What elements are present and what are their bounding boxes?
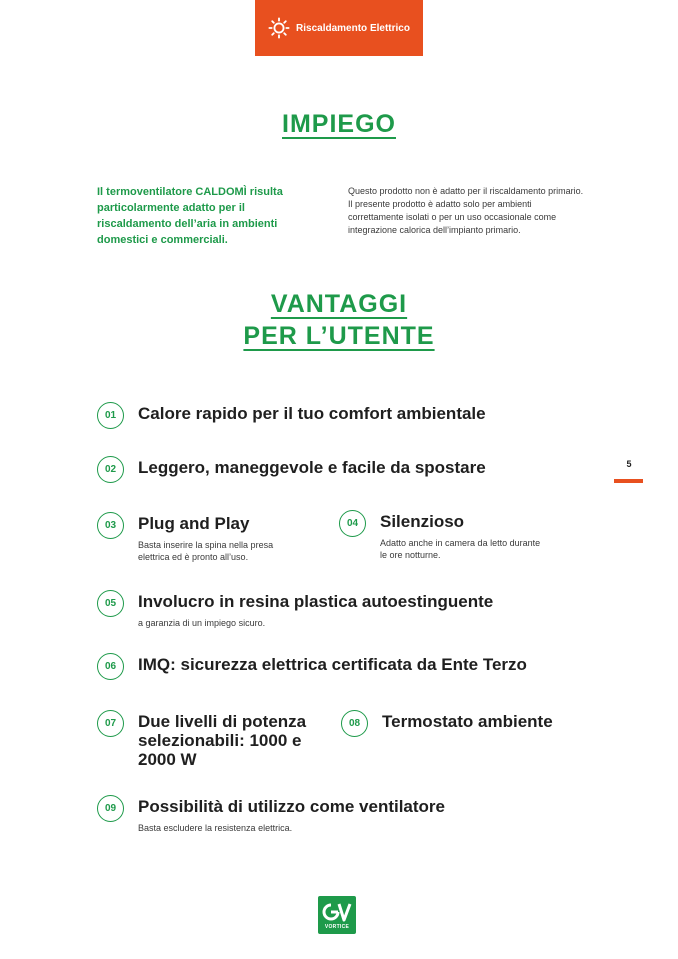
- benefit-title: Leggero, maneggevole e facile da spostare: [138, 458, 486, 477]
- benefit-title: Possibilità di utilizzo come ventilatore: [138, 797, 446, 816]
- benefit-description: Basta escludere la resistenza elettrica.: [138, 823, 293, 833]
- benefit-title: Plug and Play: [138, 514, 250, 533]
- benefit-number-badge: 02: [97, 456, 124, 483]
- benefit-number-badge: 05: [97, 590, 124, 617]
- page-marker-bar: [614, 479, 643, 483]
- benefit-description: [380, 537, 540, 561]
- vortice-logo: [318, 896, 356, 934]
- benefit-number-badge: 04: [339, 510, 366, 537]
- benefit-title: IMQ: sicurezza elettrica certificata da Ente Terzo: [138, 655, 527, 674]
- impiego-title: IMPIEGO: [282, 110, 396, 138]
- page-number: 5: [626, 459, 632, 469]
- benefit-title: Silenzioso: [380, 512, 465, 531]
- section-tab: [255, 0, 423, 56]
- benefit-number-badge: 03: [97, 512, 124, 539]
- benefit-number-badge: 01: [97, 402, 124, 429]
- benefit-number-badge: 09: [97, 795, 124, 822]
- benefit-number-badge: 08: [341, 710, 368, 737]
- benefit-description-line: Adatto anche in camera da letto durante: [380, 538, 541, 548]
- benefit-description: a garanzia di un impiego sicuro.: [138, 618, 266, 628]
- benefit-number-badge: 07: [97, 710, 124, 737]
- section-tab-label: Riscaldamento Elettrico: [296, 22, 410, 34]
- vantaggi-title-line1: VANTAGGI: [270, 290, 408, 318]
- benefit-description-line: le ore notturne.: [380, 550, 441, 560]
- benefit-title: Calore rapido per il tuo comfort ambientale: [138, 404, 486, 423]
- vortice-logo-text: VORTICE: [324, 923, 350, 930]
- benefit-title: Involucro in resina plastica autoestinguente: [138, 592, 494, 611]
- benefit-description: [138, 539, 273, 563]
- impiego-right-text: Questo prodotto non è adatto per il riscaldamento primario. Il presente prodotto è adatto solo per ambienti correttamente isolati o per un uso occasionale come integrazione calorica dell’impianto primario.: [348, 186, 584, 235]
- benefit-number-badge: 06: [97, 653, 124, 680]
- benefit-title: Due livelli di potenza selezionabili: 1000 e 2000 W: [138, 712, 307, 769]
- benefit-title: Termostato ambiente: [382, 712, 553, 731]
- benefit-description-line: Basta inserire la spina nella presa: [138, 540, 274, 550]
- vortice-logo-icon: [322, 901, 352, 923]
- vantaggi-title-line2: PER L’UTENTE: [243, 322, 435, 350]
- impiego-left-text: Il termoventilatore CALDOMÌ risulta particolarmente adatto per il riscaldamento dell’aria in ambienti domestici e commerciali.: [97, 186, 283, 246]
- benefit-description-line: elettrica ed è pronto all’uso.: [138, 552, 249, 562]
- sun-icon: [268, 17, 290, 39]
- vantaggi-title: [0, 288, 678, 352]
